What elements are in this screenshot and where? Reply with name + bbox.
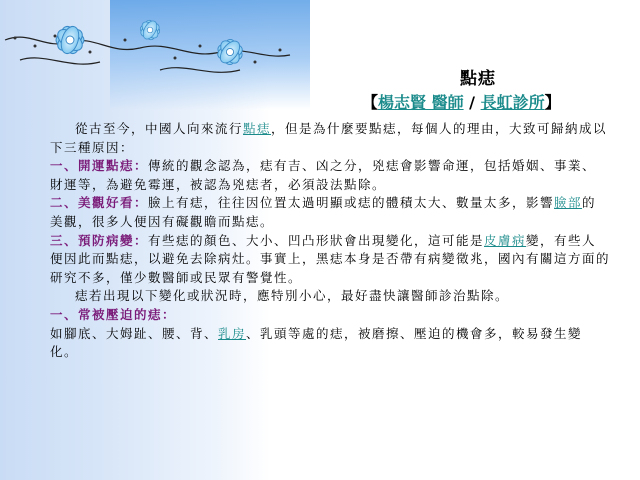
bracket-close: 】 [544,93,561,112]
reason-3-text-cont: 變，有些人便因此而點痣，以避免去除病灶。事實上，黑痣本身是否帶有病變徵兆，國內有關這方面的研究不多，僅少數醫師或民眾有警覺性。 [50,232,611,285]
credit-separator: / [463,93,481,112]
situation-1-text-cont: 、乳頭等處的痣，被磨擦、壓迫的機會多，較易發生變化。 [50,325,583,360]
page-title: 點痣 [460,69,496,89]
mole-removal-link[interactable]: 點痣 [243,121,272,136]
reason-3-heading: 三、預防病變： [50,232,149,248]
flower-decoration-icon [0,0,300,90]
breast-link[interactable]: 乳房 [218,325,247,341]
reason-3-text: 有些痣的顏色、大小、凹凸形狀會出現變化，這可能是 [148,232,485,248]
doctor-link[interactable]: 楊志賢 醫師 [378,93,464,112]
clinic-link[interactable]: 長虹診所 [480,93,545,112]
reason-2-text: 臉上有痣，往往因位置太過明顯或痣的體積太大、數量太多，影響 [148,195,555,211]
warning-paragraph: 痣若出現以下變化或狀況時，應特別小心，最好盡快讓醫師診治點除。 [75,288,510,304]
reason-2-heading: 二、美觀好看： [50,195,149,211]
skin-disease-link[interactable]: 皮膚病 [484,232,527,248]
reason-2-paragraph [50,194,610,231]
face-link[interactable]: 臉部 [554,195,583,211]
author-credit [362,90,561,113]
reason-1-text: 傳統的觀念認為，痣有吉、凶之分，兇痣會影響命運，包括婚姻、事業、財運等，為避免霉運，被認為兇痣者，必須設法點除。 [50,158,597,192]
situation-1-text: 如腳底、大姆趾、腰、背、 [50,325,219,341]
situation-1-heading: 一、常被壓迫的痣： [50,306,177,322]
reason-2-text-cont: 的美觀，很多人便因有礙觀瞻而點痣。 [50,195,597,229]
article-body [50,120,610,362]
intro-paragraph [50,120,610,157]
intro-text: 從古至今，中國人向來流行 [75,121,244,136]
bracket-open: 【 [362,93,379,112]
reason-1-heading: 一、開運點痣： [50,158,149,174]
reason-3-paragraph [50,232,610,288]
intro-text-cont: ，但是為什麼要點痣，每個人的理由，大致可歸納成以下三種原因： [50,121,608,155]
situation-1-paragraph [50,306,610,362]
reason-1-paragraph [50,157,610,194]
